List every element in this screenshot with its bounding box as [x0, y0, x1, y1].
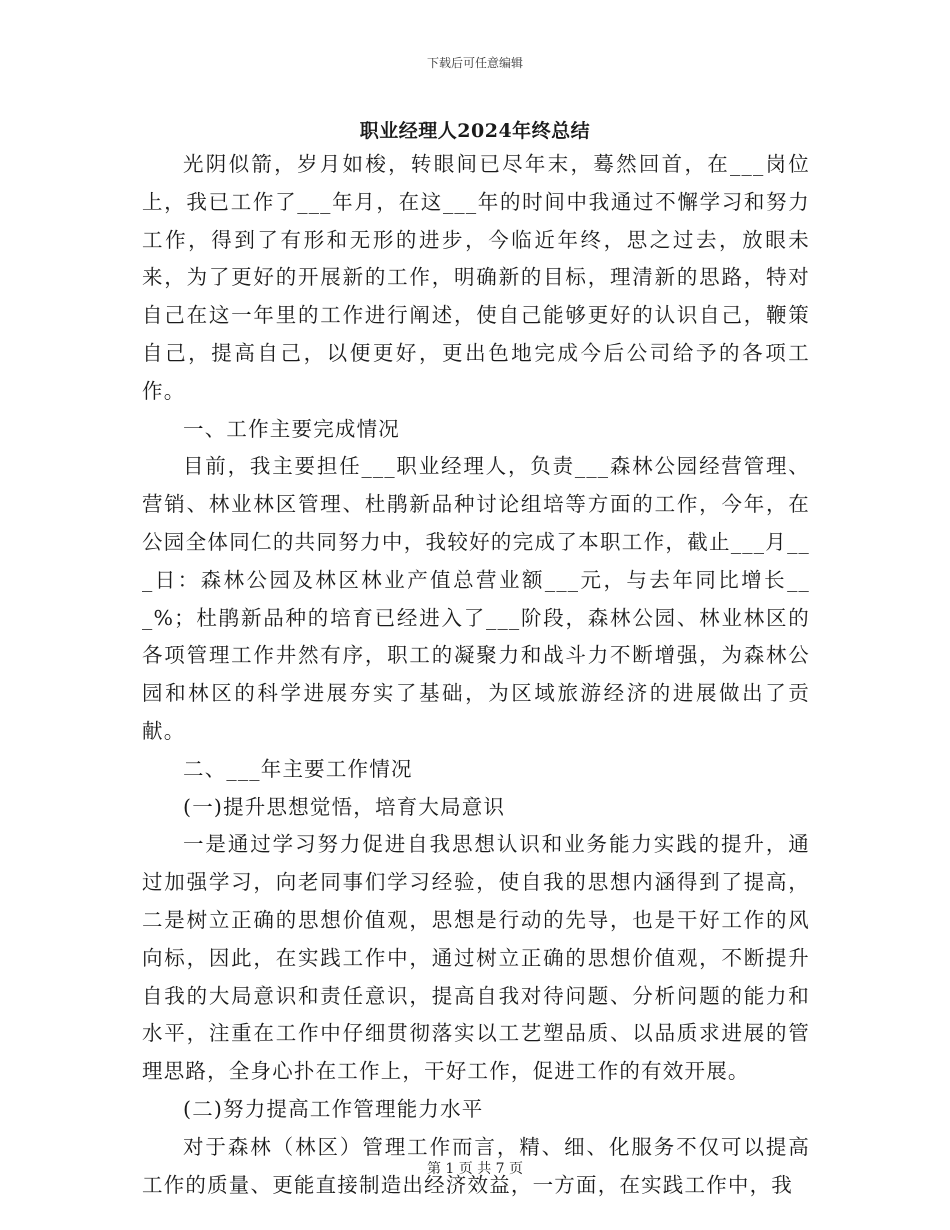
paragraph-section-1: 目前，我主要担任___职业经理人，负责___森林公园经营管理、营销、林业林区管理、杜鹃新品种讨论组培等方面的工作，今年，在公园全体同仁的共同努力中，我较好的完成了本职工作，截止___月___日：森林公园及林区林业产值总营业额___元，与去年同比增长___%；杜鹃新品种的培育已经进入了___阶段，森林公园、林业林区的各项管理工作井然有序，职工的凝聚力和战斗力不断增强，为森林公园和林区的科学进展夯实了基础，为区域旅游经济的进展做出了贡献。 [142, 454, 810, 743]
page-footer: 第 1 页 共 7 页 [426, 1161, 524, 1177]
section-heading-2: 二、___年主要工作情况 [183, 756, 413, 781]
document-title: 职业经理人2024年终总结 [359, 120, 591, 142]
paragraph-subsection-1: 一是通过学习努力促进自我思想认识和业务能力实践的提升，通过加强学习，向老同事们学习经验，使自我的思想内涵得到了提高，二是树立正确的思想价值观，思想是行动的先导，也是干好工作的风向标，因此，在实践工作中，通过树立正确的思想价值观，不断提升自我的大局意识和责任意识，提高自我对待问题、分析问题的能力和水平，注重在工作中仔细贯彻落实以工艺塑品质、以品质求进展的管理思路，全身心扑在工作上，干好工作，促进工作的有效开展。 [142, 832, 810, 1084]
paragraph-intro: 光阴似箭，岁月如梭，转眼间已尽年末，蓦然回首，在___岗位上，我已工作了___年月，在这___年的时间中我通过不懈学习和努力工作，得到了有形和无形的进步，今临近年终，思之过去，放眼未来，为了更好的开展新的工作，明确新的目标，理清新的思路，特对自己在这一年里的工作进行阐述，使自己能够更好的认识自己，鞭策自己，提高自己，以便更好，更出色地完成今后公司给予的各项工作。 [142, 152, 810, 403]
header-note: 下载后可任意编辑 [426, 56, 523, 70]
paragraph-subsection-2: 对于森林（林区）管理工作而言，精、细、化服务不仅可以提高工作的质量、更能直接制造出经济效益，一方面，在实践工作中，我 [142, 1134, 810, 1197]
document-body [142, 146, 810, 1204]
section-heading-1: 一、工作主要完成情况 [183, 416, 400, 441]
subsection-heading-2: (二)努力提高工作管理能力水平 [183, 1096, 484, 1121]
subsection-heading-1: (一)提升思想觉悟，培育大局意识 [183, 794, 506, 819]
